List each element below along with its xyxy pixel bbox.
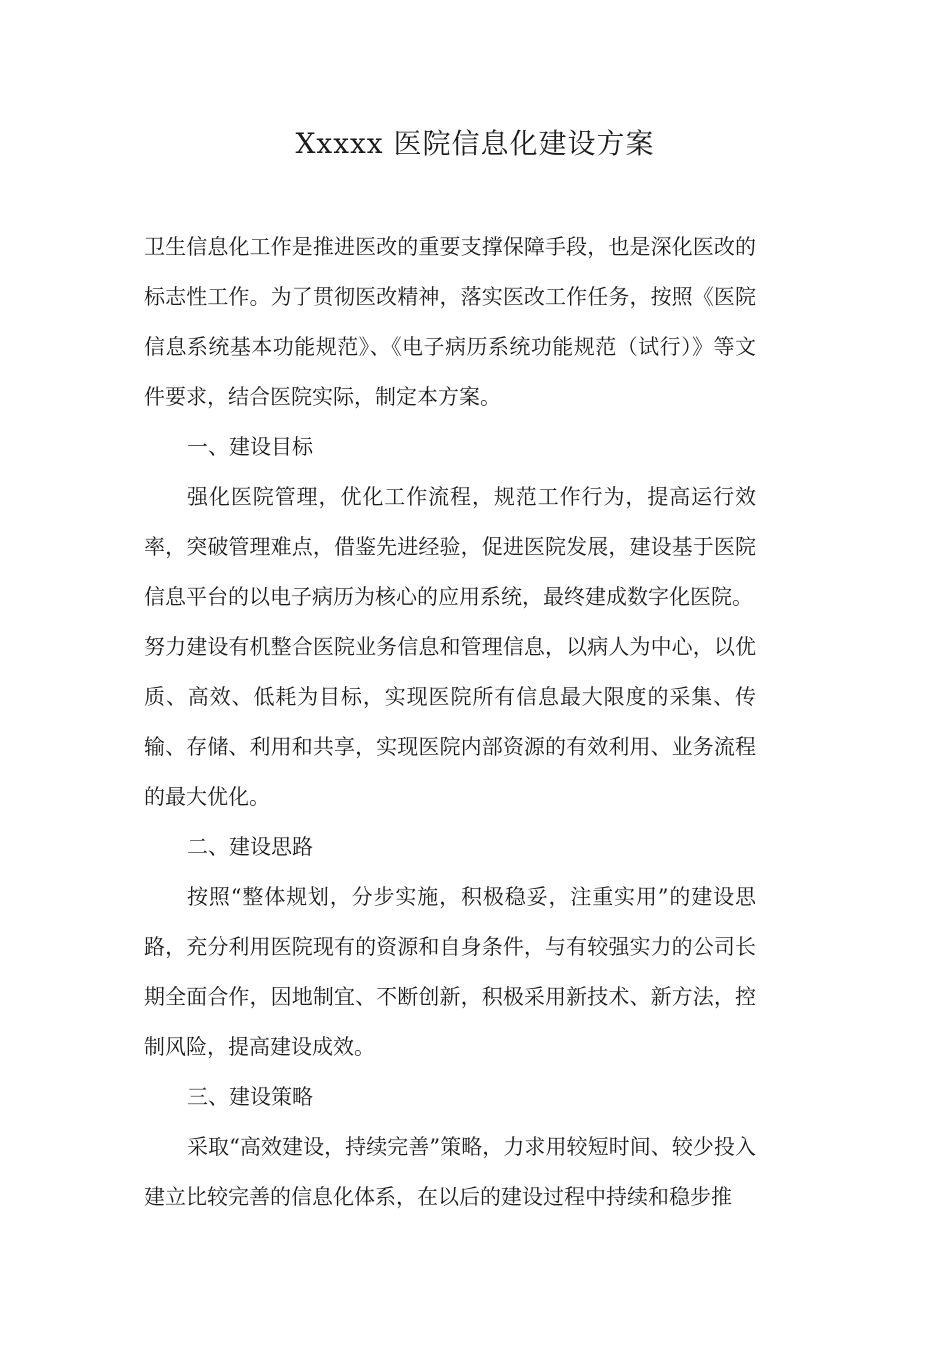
document-body [144, 222, 756, 1222]
intro-paragraph: 卫生信息化工作是推进医改的重要支撑保障手段，也是深化医改的标志性工作。为了贯彻医改精神，落实医改工作任务，按照《医院信息系统基本功能规范》、《电子病历系统功能规范（试行）》等文件要求，结合医院实际，制定本方案。 [144, 235, 756, 409]
section-body-goals-continued: 努力建设有机整合医院业务信息和管理信息，以病人为中心，以优质、高效、低耗为目标，实现医院所有信息最大限度的采集、传输、存储、利用和共享，实现医院内部资源的有效利用、业务流程的最大优化。 [144, 635, 756, 809]
section-heading-strategy: 三、建设策略 [187, 1085, 313, 1109]
document-title: Xxxxx 医院信息化建设方案 [295, 127, 655, 160]
section-body-strategy: 采取“高效建设，持续完善”策略，力求用较短时间、较少投入建立比较完善的信息化体系，在以后的建设过程中持续和稳步推 [144, 1135, 756, 1209]
section-heading-approach: 二、建设思路 [187, 835, 313, 859]
section-body-goals: 强化医院管理，优化工作流程，规范工作行为，提高运行效率，突破管理难点，借鉴先进经验，促进医院发展，建设基于医院信息平台的以电子病历为核心的应用系统，最终建成数字化医院。 [144, 485, 756, 609]
section-body-approach: 按照“整体规划，分步实施，积极稳妥，注重实用”的建设思路，充分利用医院现有的资源和自身条件，与有较强实力的公司长期全面合作，因地制宜、不断创新，积极采用新技术、新方法，控制风险，提高建设成效。 [144, 885, 756, 1059]
section-heading-goals: 一、建设目标 [187, 435, 313, 459]
